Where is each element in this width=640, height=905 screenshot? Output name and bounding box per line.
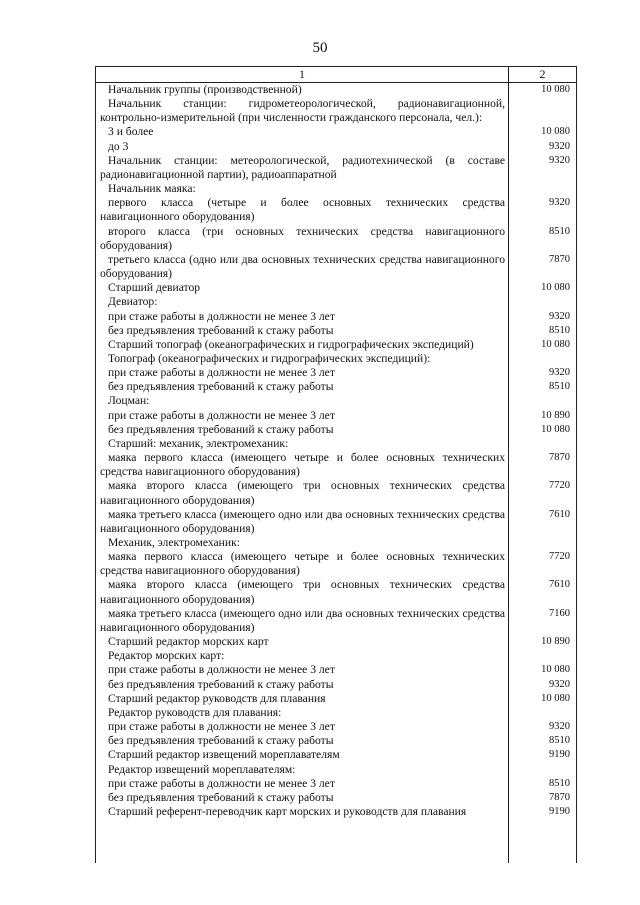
table-row: без предъявления требований к стажу работы [108, 677, 334, 691]
row-value: 9320 [549, 679, 570, 690]
row-value: 10 080 [541, 424, 570, 435]
table-row: Редактор извещений мореплавателям: [108, 762, 296, 776]
row-value: 9320 [549, 141, 570, 152]
table-row: при стаже работы в должности не менее 3 лет [108, 366, 335, 380]
row-value: 8510 [549, 325, 570, 336]
row-value: 9320 [549, 721, 570, 732]
table-row: Старший топограф (океанографических и гидрографических экспедиций) [108, 337, 474, 351]
row-value: 8510 [549, 226, 570, 237]
table-row: Начальник станции: метеорологической, радиотехнической (в составе радионавигационной партии), радиоаппаратной [100, 153, 505, 181]
page-number: 50 [312, 40, 328, 56]
positions-column [96, 83, 509, 863]
row-value: 8510 [549, 735, 570, 746]
table-row: маяка первого класса (имеющего четыре и более основных технических средства навигационного оборудования) [100, 550, 505, 578]
row-value: 7870 [549, 792, 570, 803]
table-row: Старший референт-переводчик карт морских и руководств для плавания [108, 804, 467, 818]
row-value: 9190 [549, 749, 570, 760]
table-row: без предъявления требований к стажу работы [108, 422, 334, 436]
table-row: маяка третьего класса (имеющего одно или два основных технических средства навигационного оборудования) [100, 606, 505, 634]
table-row: 3 и более [108, 125, 154, 139]
row-value: 7610 [549, 579, 570, 590]
table-header [96, 67, 576, 83]
row-value: 10 080 [541, 84, 570, 95]
row-value: 7720 [549, 480, 570, 491]
header-col-1: 1 [96, 67, 509, 82]
row-value: 9190 [549, 806, 570, 817]
row-value: 7610 [549, 509, 570, 520]
table-row: при стаже работы в должности не менее 3 лет [108, 720, 335, 734]
table-row: до 3 [108, 139, 129, 153]
table-row: Лоцман: [108, 394, 150, 408]
row-value: 10 080 [541, 693, 570, 704]
table-row: без предъявления требований к стажу работы [108, 380, 334, 394]
table-row: при стаже работы в должности не менее 3 лет [108, 776, 335, 790]
table-row: Топограф (океанографических и гидрографических экспедиций): [108, 351, 431, 365]
row-value: 10 890 [541, 410, 570, 421]
row-value: 9320 [549, 311, 570, 322]
table-row: Старший: механик, электромеханик: [108, 436, 289, 450]
table-row: Старший девиатор [108, 281, 201, 295]
table-row: Редактор морских карт: [108, 649, 225, 663]
row-value: 9320 [549, 155, 570, 166]
row-value: 7870 [549, 452, 570, 463]
row-value: 7160 [549, 608, 570, 619]
table-row: без предъявления требований к стажу работы [108, 734, 334, 748]
table-body [96, 83, 576, 863]
table-row: при стаже работы в должности не менее 3 лет [108, 663, 335, 677]
table-row: при стаже работы в должности не менее 3 лет [108, 309, 335, 323]
table-row: Начальник группы (производственной) [108, 83, 302, 96]
row-value: 7720 [549, 551, 570, 562]
table-row: Старший редактор извещений мореплавателям [108, 748, 340, 762]
table-row: Девиатор: [108, 295, 158, 309]
table-row: Старший редактор морских карт [108, 635, 269, 649]
row-value: 10 890 [541, 636, 570, 647]
salary-table [95, 66, 577, 863]
row-value: 8510 [549, 778, 570, 789]
row-value: 10 080 [541, 664, 570, 675]
table-row: при стаже работы в должности не менее 3 лет [108, 408, 335, 422]
table-row: маяка второго класса (имеющего три основных технических средства навигационного оборудования) [100, 479, 505, 507]
table-row: второго класса (три основных технических средства навигационного оборудования) [100, 224, 505, 252]
table-row: маяка третьего класса (имеющего одно или два основных технических средства навигационного оборудования) [100, 507, 505, 535]
table-row: Механик, электромеханик: [108, 536, 240, 549]
row-value: 8510 [549, 381, 570, 392]
row-value: 9320 [549, 367, 570, 378]
values-column [509, 83, 576, 863]
table-row: третьего класса (одно или два основных технических средства навигационного оборудования) [100, 252, 505, 281]
table-row: Редактор руководств для плавания: [108, 705, 282, 719]
row-value: 10 080 [541, 126, 570, 137]
table-row: маяка первого класса (имеющего четыре и более основных технических средства навигационного оборудования) [100, 451, 505, 479]
table-row: маяка второго класса (имеющего три основных технических средства навигационного оборудования) [100, 578, 505, 606]
row-value: 10 080 [541, 339, 570, 350]
row-value: 10 080 [541, 282, 570, 293]
table-row: первого класса (четыре и более основных технических средства навигационного оборудования) [100, 196, 505, 224]
row-value: 9320 [549, 197, 570, 208]
row-value: 7870 [549, 254, 570, 265]
table-row: Начальник станции: гидрометеорологической, радионавигационной, контрольно-измерительной (при численности гражданского персонала, чел.): [100, 97, 505, 125]
header-col-2: 2 [539, 67, 546, 81]
table-row: Начальник маяка: [108, 182, 196, 196]
table-row: без предъявления требований к стажу работы [108, 323, 334, 337]
table-row: Старший редактор руководств для плавания [108, 691, 326, 705]
table-row: без предъявления требований к стажу работы [108, 790, 334, 804]
